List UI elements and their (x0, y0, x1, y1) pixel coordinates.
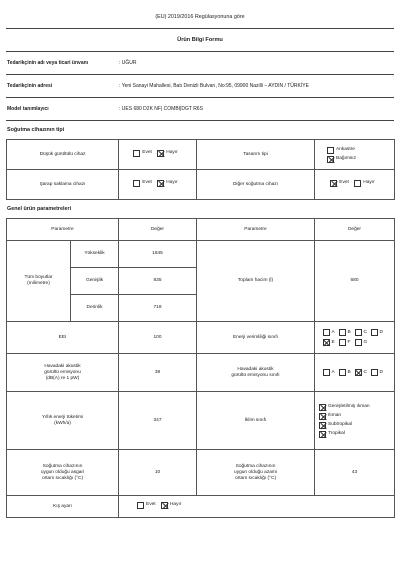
climate-subtropical-checkbox[interactable] (319, 422, 326, 429)
other-yes-checkbox[interactable] (330, 180, 337, 187)
value-header: Değer (119, 219, 197, 241)
appliance-type-table (6, 139, 395, 200)
wine-storage-row: Şarap saklama cihazı Evet Hayır Diğer soğutma cihazı Evet Hayır (7, 170, 395, 200)
noise-class-c-checkbox[interactable] (355, 369, 362, 376)
noise-class-a-checkbox[interactable] (323, 369, 330, 376)
supplier-address-row (6, 75, 394, 98)
parameters-header-row (7, 219, 395, 241)
winter-label: Kış ayarı (7, 496, 119, 518)
energy-class-f-checkbox[interactable] (339, 339, 346, 346)
noise-value: 38 (119, 354, 197, 392)
width-label: Genişlik (71, 268, 119, 295)
built-in-checkbox[interactable] (327, 147, 334, 154)
form-title: Ürün Bilgi Formu (6, 28, 394, 52)
parameters-table (6, 218, 395, 518)
wine-yes-checkbox[interactable] (133, 180, 140, 187)
winter-no-checkbox[interactable] (161, 502, 168, 509)
depth-label: Derinlik (71, 295, 119, 322)
other-appliance-label: Diğer soğutma cihazı (197, 170, 315, 200)
winter-yes-checkbox[interactable] (137, 502, 144, 509)
min-temp-value: 10 (119, 450, 197, 496)
height-label: Yükseklik (71, 241, 119, 268)
param-header-2: Parametre (197, 219, 315, 241)
temperature-row (7, 450, 395, 496)
max-temp-label: Soğutma cihazının uygun olduğu azami ortam sıcaklığı (°C) (197, 450, 315, 496)
supplier-name-row (6, 52, 394, 75)
wine-no-checkbox[interactable] (157, 180, 164, 187)
low-noise-no-checkbox[interactable] (157, 150, 164, 157)
freestanding-checkbox[interactable] (327, 156, 334, 163)
supplier-address-label: Tedarikçinin adresi (7, 83, 53, 89)
design-type-label: Tasarım tipi (197, 140, 315, 170)
regulation-header: (EU) 2019/2016 Regülasyonuna göre (155, 14, 245, 20)
noise-label: Havadaki akustik gürültü emisyonu (dB(A) re 1 pW) (7, 354, 119, 392)
noise-class-label: Havadaki akustik gürültü emisyonu sınıfı (197, 354, 315, 392)
supplier-name-label: Tedarikçinin adı veya ticari ünvanı (7, 60, 89, 66)
low-noise-yes-checkbox[interactable] (133, 150, 140, 157)
depth-value: 718 (119, 295, 197, 322)
width-value: 835 (119, 268, 197, 295)
energy-class-g-checkbox[interactable] (355, 339, 362, 346)
dimensions-label: Tüm boyutlar (milimetre) (7, 241, 71, 322)
min-temp-label: Soğutma cihazının uygun olduğu asgari ortam sıcaklığı (°C) (7, 450, 119, 496)
model-label: Model tanımlayıcı (7, 106, 49, 112)
climate-tropical-checkbox[interactable] (319, 431, 326, 438)
total-volume-value: 680 (315, 241, 395, 322)
height-value: 1845 (119, 241, 197, 268)
annual-energy-row: Yıllık enerji tüketimi (kWh/a) 347 İklim sınıfı Genişletilmiş ılıman Ilıman Subtropikal Tropikal (7, 392, 395, 450)
low-noise-row: Düşük gürültülü cihaz Evet Hayır Tasarım tipi Ankastre Bağımsız (7, 140, 395, 170)
eei-value: 100 (119, 322, 197, 354)
product-info-form (6, 6, 394, 518)
param-header: Parametre (7, 219, 119, 241)
eei-label: EEI (7, 322, 119, 354)
noise-class-b-checkbox[interactable] (339, 369, 346, 376)
model-value: : UES 680 D2K NF| COMBI|DGT R6S (119, 106, 203, 112)
annual-energy-label: Yıllık enerji tüketimi (kWh/a) (7, 392, 119, 450)
eei-row: EEI 100 Enerji verimliliği sınıfı A B C D E F G (7, 322, 395, 354)
energy-class-c-checkbox[interactable] (355, 329, 362, 336)
noise-row: Havadaki akustik gürültü emisyonu (dB(A) re 1 pW) 38 Havadaki akustik gürültü emisyonu sınıfı A B C D (7, 354, 395, 392)
total-volume-label: Toplam hacim (l) (197, 241, 315, 322)
section-general-parameters: Genel ürün parametreleri (7, 206, 72, 212)
other-no-checkbox[interactable] (354, 180, 361, 187)
energy-class-d-checkbox[interactable] (371, 329, 378, 336)
supplier-name-value: : UĞUR (119, 60, 137, 66)
energy-class-e-checkbox[interactable] (323, 339, 330, 346)
height-row (7, 241, 395, 268)
wine-storage-label: Şarap saklama cihazı (7, 170, 119, 200)
climate-temperate-checkbox[interactable] (319, 413, 326, 420)
section-appliance-type: Soğutma cihazının tipi (7, 127, 65, 133)
value-header-2: Değer (315, 219, 395, 241)
supplier-address-value: : Yeni Sanayi Mahallesi, Batı Denizli Bulvarı, No:95, 09900 Nazilli – AYDIN / TÜRKİYE (119, 83, 309, 89)
max-temp-value: 43 (315, 450, 395, 496)
low-noise-label: Düşük gürültülü cihaz (7, 140, 119, 170)
winter-row: Kış ayarı Evet Hayır (7, 496, 395, 518)
noise-class-d-checkbox[interactable] (371, 369, 378, 376)
climate-extended-temperate-checkbox[interactable] (319, 404, 326, 411)
energy-class-b-checkbox[interactable] (339, 329, 346, 336)
climate-class-label: İklim sınıfı (197, 392, 315, 450)
annual-energy-value: 347 (119, 392, 197, 450)
energy-class-label: Enerji verimliliği sınıfı (197, 322, 315, 354)
model-row (6, 98, 394, 121)
energy-class-a-checkbox[interactable] (323, 329, 330, 336)
